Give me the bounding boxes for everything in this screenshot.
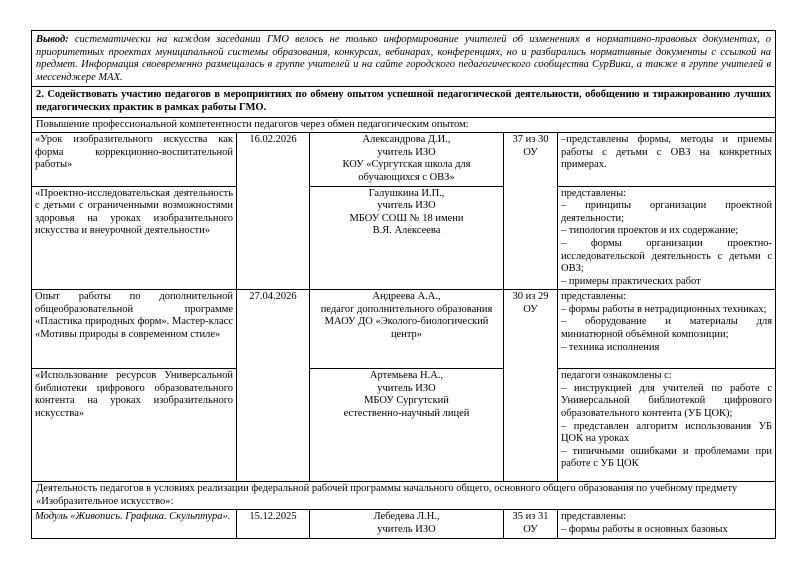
topic-cell: Модуль «Живопись. Графика. Скульптура». [32,510,237,539]
speaker-org: естественно-научный лицей [343,408,470,420]
speaker-role: учитель ИЗО [377,200,436,212]
section-title-row [32,87,776,117]
speaker-name: Александрова Д.И., [362,134,451,146]
table-row [32,369,776,482]
result-line: – техника исполнения [561,341,660,353]
table-row [32,133,776,186]
topic-cell: «Проектно-исследовательская деятельность с детьми с ограниченными возможностями здоровья на уроках изобразительного искусства и внеурочной деятельности» [32,186,237,290]
result-line: – принципы организации проектной деятельности; [561,200,773,224]
result-line: педагоги ознакомлены с: [561,370,672,382]
section-intro-row [32,117,776,133]
speaker-role: учитель ИЗО [377,524,436,536]
speaker-cell [310,186,504,290]
result-line: –представлены формы, методы и приемы работы с детьми с ОВЗ на конкретных примерах. [561,134,773,171]
table-row [32,186,776,290]
speaker-role: учитель ИЗО [377,146,436,158]
section2-intro-row [32,482,776,510]
result-line: – примеры практических работ [561,275,701,287]
result-line: представлены: [561,187,627,199]
attendance-cell: 30 из 29 ОУ [504,290,558,482]
date-cell: 15.12.2025 [237,510,310,539]
section-title: 2. Содействовать участию педагогов в мероприятиях по обмену опытом успешной педагогической деятельности, обобщению и тиражированию лучших педагогических практик в рамках работы ГМО. [32,87,776,117]
topic-cell: «Использование ресурсов Универсальной библиотеки цифрового образовательного контента на уроках изобразительного искусства» [32,369,237,482]
speaker-name: Галушкина И.П., [368,187,445,199]
conclusion-text: систематически на каждом заседании ГМО велось не только информирование учителей об изменениях в нормативно-правовых документах, о приоритетных проектах муниципальной системы образования, конкурсах, вебинарах, конференциях, но и разбирались нормативные документы с ссылкой на предмет. Информация своевременно размещалась в группе учителей и на сайте городского педагогического сообщества СурВики, а также в группе учителей в мессенджере MAX. [36,34,772,83]
result-cell [558,290,776,369]
speaker-cell [310,290,504,369]
speaker-cell [310,133,504,186]
result-line: – формы организации проектно-исследовательской деятельность с детьми с ОВЗ; [561,237,773,275]
speaker-org: КОУ «Сургутская школа для обучающихся с ОВЗ» [342,159,471,183]
result-cell [558,186,776,290]
speaker-org: МБОУ Сургутский [364,395,449,407]
speaker-cell [310,510,504,539]
speaker-role: педагог дополнительного образования [320,303,493,315]
speaker-cell [310,369,504,482]
result-line: – формы работы в нетрадиционных техниках; [561,303,767,315]
result-cell [558,133,776,186]
speaker-org: В.Я. Алексеева [372,225,441,237]
speaker-name: Артемьева Н.А., [369,370,444,382]
conclusion-row [32,31,776,87]
conclusion-label: Вывод: [36,34,69,45]
speaker-role: учитель ИЗО [377,382,436,394]
table-row [32,510,776,539]
date-cell: 27.04.2026 [237,290,310,482]
speaker-org: МБОУ СОШ № 18 имени [349,212,464,224]
topic-cell: Опыт работы по дополнительной общеобразовательной программе «Пластика природных форм». Мастер-класс «Мотивы природы в современном стиле» [32,290,237,369]
result-line: – формы работы в основных базовых [561,524,728,536]
report-table [31,30,776,539]
document-page [31,30,775,539]
speaker-org: МАОУ ДО «Эколого-биологический центр» [324,316,489,341]
result-line: – типичными ошибками и проблемами при работе с УБ ЦОК [561,445,773,470]
result-cell [558,510,776,539]
conclusion-cell [32,31,776,87]
section-intro: Повышение профессиональной компетентности педагогов через обмен педагогическим опытом: [32,117,776,133]
result-line: – представлен алгоритм использования УБ ЦОК на уроках [561,420,773,445]
speaker-name: Лебедева Л.Н., [373,511,440,523]
attendance-cell: 35 из 31 ОУ [504,510,558,539]
speaker-name: Андреева А.А., [372,291,441,303]
attendance-cell: 37 из 30 ОУ [504,133,558,290]
result-line: – оборудование и материалы для миниатюрной объёмной композиции; [561,316,773,341]
topic-cell: «Урок изобразительного искусства как форма коррекционно-воспитательной работы» [32,133,237,186]
section2-intro: Деятельность педагогов в условиях реализации федеральной рабочей программы начального общего, основного общего образования по учебному предмету «Изобразительное искусство»: [32,482,776,510]
result-line: – типология проектов и их содержание; [561,225,739,237]
result-line: – инструкцией для учителей по работе с Универсальной библиотекой цифрового образовательного контента (УБ ЦОК); [561,382,773,420]
result-cell [558,369,776,482]
table-row [32,290,776,369]
date-cell: 16.02.2026 [237,133,310,290]
result-line: представлены: [561,511,627,523]
result-line: представлены: [561,291,627,303]
